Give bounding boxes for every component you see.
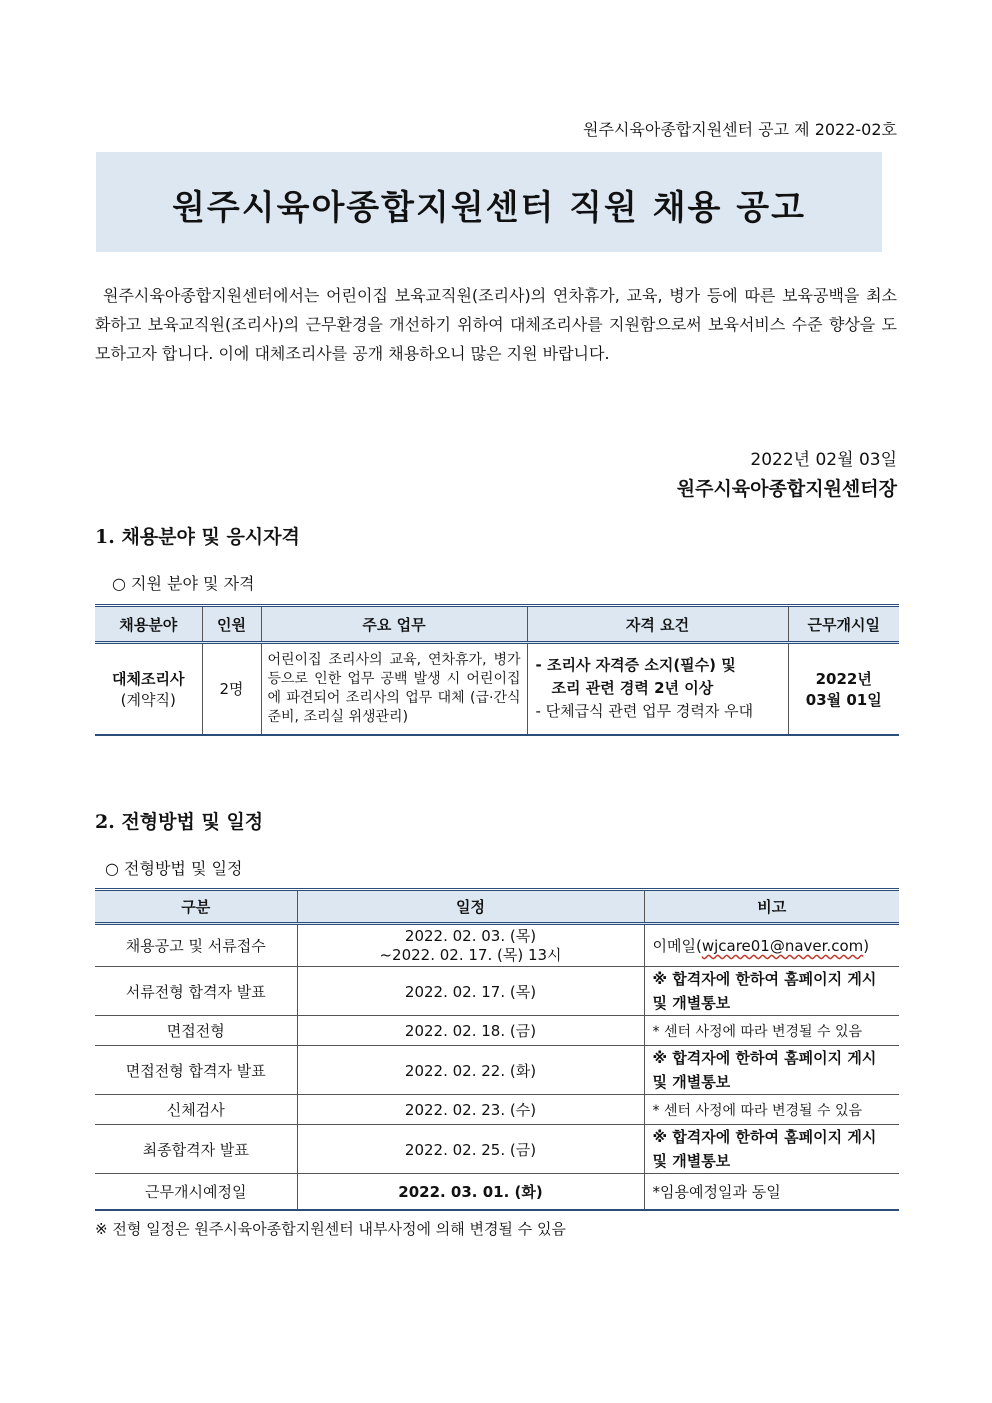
notice-date: 2022년 02월 03일: [750, 450, 897, 470]
step-cell: 채용공고 및 서류접수: [95, 924, 297, 967]
field-name: 대체조리사: [112, 669, 185, 688]
note-prefix: 이메일(: [652, 937, 702, 955]
date-cell: 2022. 02. 23. (수): [297, 1095, 644, 1125]
header-cell: 근무개시일: [788, 606, 899, 643]
date-cell: 2022. 02. 18. (금): [297, 1016, 644, 1046]
header-cell: 주요 업무: [261, 606, 527, 643]
start-date-year: 2022년: [815, 669, 872, 688]
field-note: (계약직): [120, 690, 176, 709]
step-cell: 면접전형 합격자 발표: [95, 1046, 297, 1095]
header-cell: 채용분야: [95, 606, 202, 643]
signer: 원주시육아종합지원센터장: [676, 478, 897, 500]
qualification-line: - 조리사 자격증 소지(필수) 및: [535, 656, 736, 675]
section1-subtitle: ○ 지원 분야 및 자격: [112, 574, 255, 593]
header-cell: 구분: [95, 890, 297, 924]
table-row: [95, 1174, 899, 1210]
page-title: 원주시육아종합지원센터 직원 채용 공고: [172, 188, 806, 228]
date-cell: [297, 924, 644, 967]
table-header-row: [95, 890, 899, 924]
table-row: [95, 1046, 899, 1095]
date-line: ~2022. 02. 17. (목) 13시: [379, 945, 562, 964]
schedule-table: [95, 888, 899, 1211]
note-cell: * 센터 사정에 따라 변경될 수 있음: [644, 1016, 899, 1046]
date-cell: 2022. 02. 17. (목): [297, 967, 644, 1016]
date-cell: 2022. 02. 22. (화): [297, 1046, 644, 1095]
header-cell: 일정: [297, 890, 644, 924]
table-row: [95, 924, 899, 967]
section2-subtitle: ○ 전형방법 및 일정: [105, 859, 243, 878]
note-cell: ※ 합격자에 한하여 홈페이지 게시 및 개별통보: [644, 1046, 899, 1095]
intro-paragraph: [95, 281, 897, 368]
date-cell: 2022. 03. 01. (화): [297, 1174, 644, 1210]
table-row: [95, 1125, 899, 1174]
qualification-table: [95, 604, 899, 736]
intro-text: 원주시육아종합지원센터에서는 어린이집 보육교직원(조리사)의 연차휴가, 교육, 병가 등에 따른 보육공백을 최소화하고 보육교직원(조리사)의 근무환경을 개선하기 위하여 대체조리사를 지원함으로써 보육서비스 수준 향상을 도모하고자 합니다. 이에 대체조리사를 공개 채용하오니 많은 지원 바랍니다.: [95, 286, 897, 363]
qualification-line: - 단체급식 관련 업무 경력자 우대: [535, 702, 754, 721]
field-cell: [95, 643, 202, 735]
table-row: [95, 643, 899, 735]
header-cell: 자격 요건: [527, 606, 788, 643]
date-line: 2022. 02. 03. (목): [404, 926, 537, 945]
qualification-line: 조리 관련 경력 2년 이상: [551, 679, 714, 698]
qualification-cell: [527, 643, 788, 735]
date-cell: 2022. 02. 25. (금): [297, 1125, 644, 1174]
note-cell: ※ 합격자에 한하여 홈페이지 게시 및 개별통보: [644, 967, 899, 1016]
step-cell: 근무개시예정일: [95, 1174, 297, 1210]
table-row: [95, 1016, 899, 1046]
note-suffix: ): [863, 937, 870, 955]
start-date-day: 03월 01일: [805, 690, 882, 709]
section2-title: 2. 전형방법 및 일정: [95, 811, 264, 833]
section1-title: 1. 채용분야 및 응시자격: [95, 526, 300, 548]
note-cell: * 센터 사정에 따라 변경될 수 있음: [644, 1095, 899, 1125]
note-cell: ※ 합격자에 한하여 홈페이지 게시 및 개별통보: [644, 1125, 899, 1174]
note-cell: [644, 924, 899, 967]
table-row: [95, 967, 899, 1016]
title-banner: [96, 152, 882, 252]
count-cell: 2명: [202, 643, 261, 735]
note-cell: *임용예정일과 동일: [644, 1174, 899, 1210]
table-header-row: [95, 606, 899, 643]
table-row: [95, 1095, 899, 1125]
start-date-cell: [788, 643, 899, 735]
header-cell: 인원: [202, 606, 261, 643]
step-cell: 서류전형 합격자 발표: [95, 967, 297, 1016]
step-cell: 최종합격자 발표: [95, 1125, 297, 1174]
email-link[interactable]: wjcare01@naver.com: [701, 937, 864, 955]
step-cell: 신체검사: [95, 1095, 297, 1125]
notice-number: 원주시육아종합지원센터 공고 제 2022-02호: [583, 120, 897, 139]
step-cell: 면접전형: [95, 1016, 297, 1046]
footnote: ※ 전형 일정은 원주시육아종합지원센터 내부사정에 의해 변경될 수 있음: [95, 1220, 566, 1238]
header-cell: 비고: [644, 890, 899, 924]
duty-cell: 어린이집 조리사의 교육, 연차휴가, 병가 등으로 인한 업무 공백 발생 시 어린이집에 파견되어 조리사의 업무 대체 (급·간식 준비, 조리실 위생관리): [261, 643, 527, 735]
